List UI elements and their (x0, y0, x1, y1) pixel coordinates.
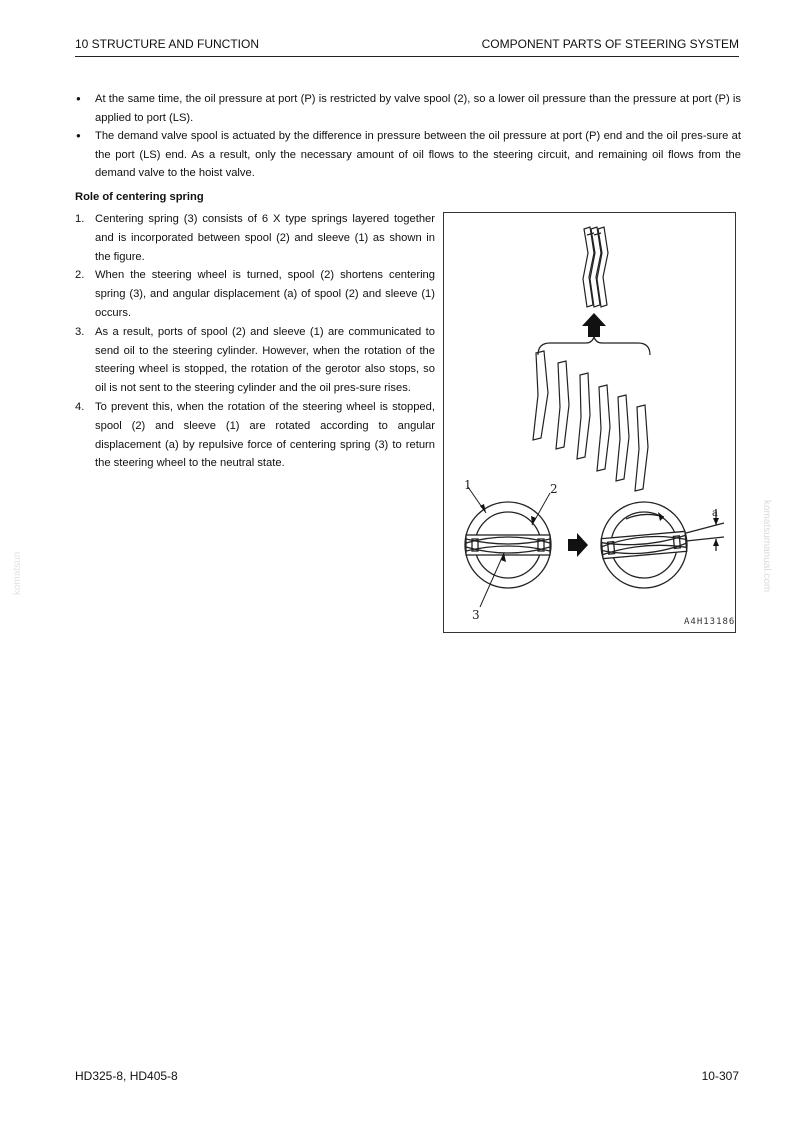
header-divider (75, 56, 739, 57)
step-text: When the steering wheel is turned, spool (2) shortens centering spring (3), and angular displacement (a) of spool (2) and sleeve (1) occurs. (95, 269, 435, 319)
displaced-state-assembly (601, 502, 724, 588)
step-number: 1. (75, 213, 85, 225)
page-number: 10-307 (701, 1069, 739, 1083)
figure-code: A4H13186 (684, 617, 736, 627)
label-sleeve: 1 (464, 478, 472, 492)
section-heading: COMPONENT PARTS OF STEERING SYSTEM (481, 37, 739, 51)
label-spring: 3 (472, 608, 480, 622)
step-number: 2. (75, 269, 85, 282)
centering-spring-figure (443, 212, 736, 633)
watermark-right: komatsumanual.com (761, 500, 772, 593)
label-spool: 2 (550, 482, 558, 496)
separate-springs (533, 351, 648, 491)
page-header (75, 37, 739, 55)
bullet-item: ● At the same time, the oil pressure at port (P) is restricted by valve spool (2), so a lower oil pressure than the pressure at port (P) is applied to port (LS). (75, 90, 741, 127)
bullet-list (75, 90, 741, 183)
rotation-arrow-icon (658, 512, 664, 521)
assembled-spring-stack (583, 227, 608, 307)
figure-illustration (444, 213, 737, 634)
step-number: 4. (75, 400, 85, 413)
angle-arrow-icon (713, 518, 719, 546)
right-arrow-icon (568, 533, 588, 557)
section-title: Role of centering spring (75, 191, 204, 203)
steps-list (75, 210, 435, 473)
watermark-left: komatsun (12, 551, 23, 595)
up-arrow-icon (582, 313, 606, 337)
step-text: Centering spring (3) consists of 6 X type springs layered together and is incorporated between spool (2) and sleeve (1) as shown in the figure. (95, 213, 435, 263)
step-number: 3. (75, 325, 85, 338)
bullet-item: ● The demand valve spool is actuated by the difference in pressure between the oil pressure at port (P) end and the oil pres-sure at the port (LS) end. As a result, only the necessary amount of oil flows to the steering circuit, and remaining oil flows from the demand valve to the hoist valve. (75, 127, 741, 183)
step-item (75, 398, 435, 473)
label-angle: a (712, 508, 718, 519)
step-text: As a result, ports of spool (2) and sleeve (1) are communicated to send oil to the steering cylinder. However, when the rotation of the steering wheel is stopped, the rotation of the gerotor also stops, so oil is not sent to the steering cylinder and the oil pres-sure rises. (95, 325, 435, 395)
step-item (75, 266, 435, 322)
chapter-title: 10 STRUCTURE AND FUNCTION (75, 37, 260, 51)
group-bracket (538, 337, 650, 355)
model-numbers: HD325-8, HD405-8 (75, 1069, 178, 1083)
step-item (75, 323, 435, 398)
step-text: To prevent this, when the rotation of the steering wheel is stopped, spool (2) and sleeve (1) are rotated according to angular displacement (a) by repulsive force of centering spring (3) to return the steering wheel to the neutral state. (95, 400, 435, 470)
step-item (75, 210, 435, 266)
